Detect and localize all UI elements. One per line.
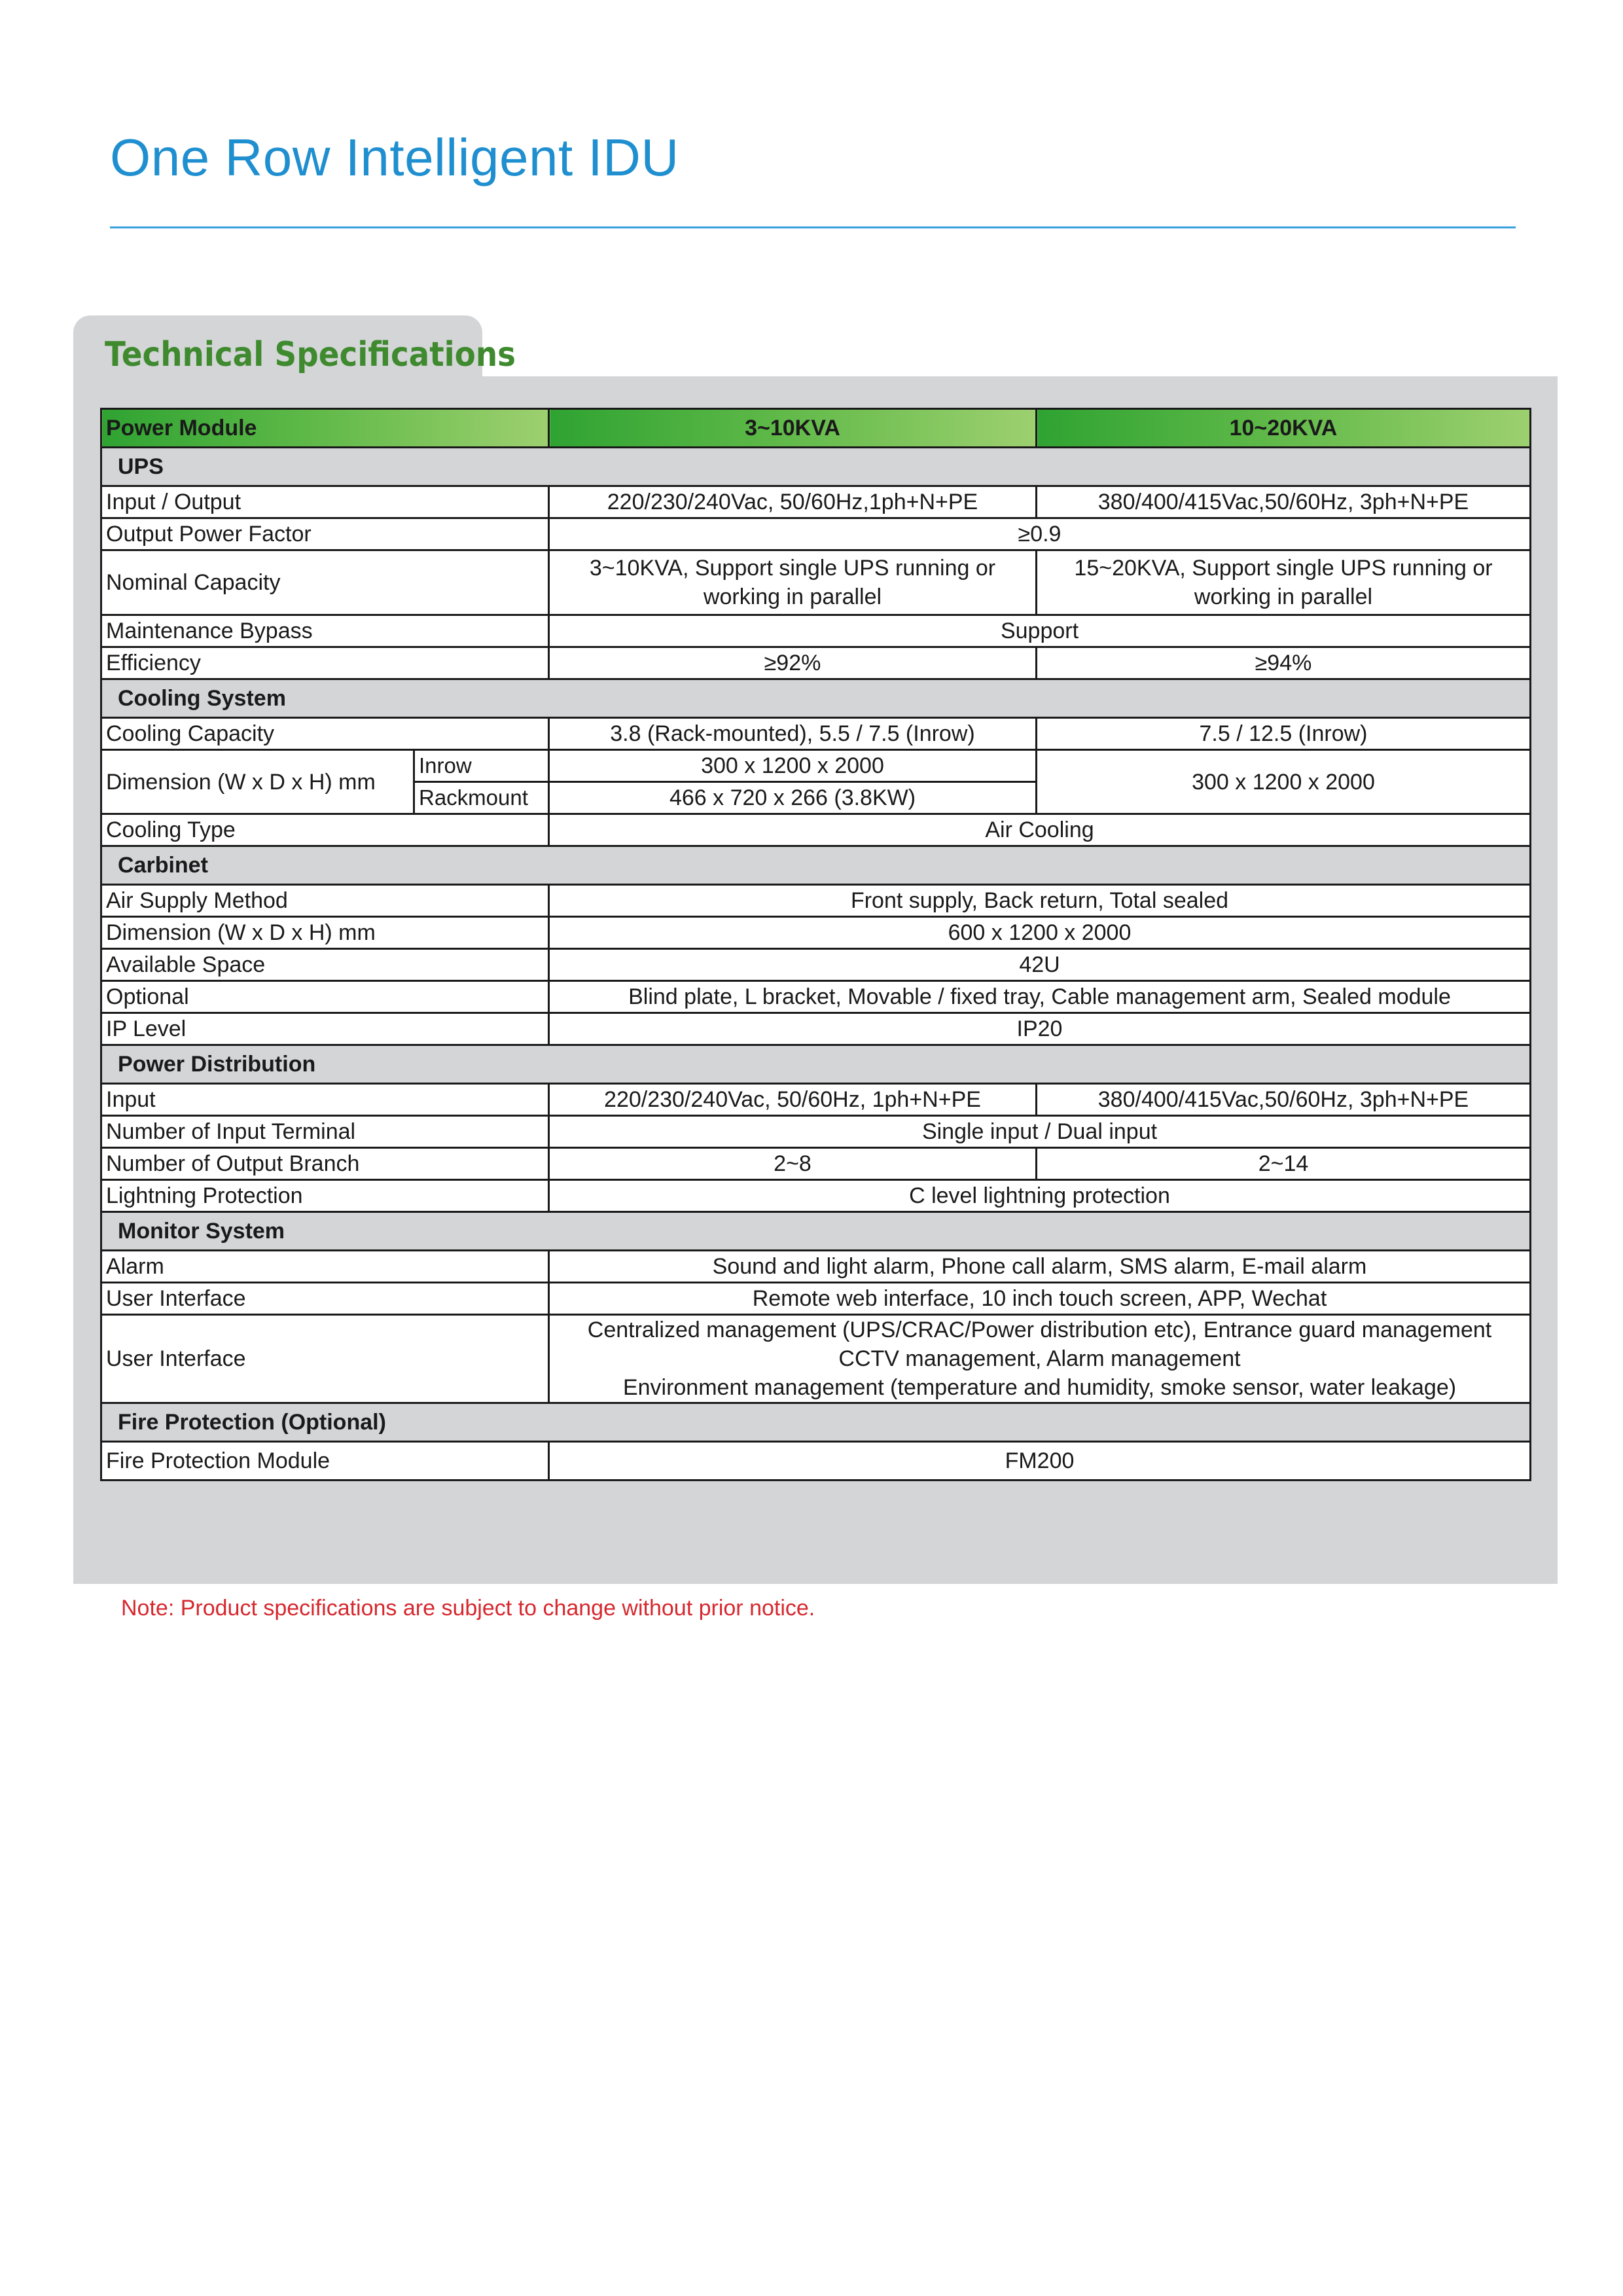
table-row xyxy=(101,647,1531,679)
table-row xyxy=(101,1116,1531,1148)
row-value: ≥0.9 xyxy=(549,518,1531,550)
row-label: IP Level xyxy=(101,1013,549,1045)
table-row xyxy=(101,1084,1531,1116)
row-value xyxy=(549,550,1037,615)
title-divider xyxy=(110,226,1516,228)
row-value: Sound and light alarm, Phone call alarm, SMS alarm, E-mail alarm xyxy=(549,1251,1531,1283)
table-row xyxy=(101,550,1531,615)
table-row xyxy=(101,917,1531,949)
row-label: Dimension (W x D x H) mm xyxy=(101,917,549,949)
row-value: Support xyxy=(549,615,1531,647)
row-value: C level lightning protection xyxy=(549,1180,1531,1212)
disclaimer-note: Note: Product specifications are subject to change without prior notice. xyxy=(121,1596,815,1621)
row-label: Maintenance Bypass xyxy=(101,615,549,647)
row-label: Optional xyxy=(101,981,549,1013)
table-row xyxy=(101,1315,1531,1403)
value-line: CCTV management, Alarm management xyxy=(838,1346,1241,1371)
spec-table xyxy=(100,408,1531,1481)
row-sublabel: Rackmount xyxy=(414,782,549,814)
row-label: Lightning Protection xyxy=(101,1180,549,1212)
table-row xyxy=(101,1013,1531,1045)
row-value: 7.5 / 12.5 (Inrow) xyxy=(1037,718,1531,750)
section-row-ups xyxy=(101,448,1531,486)
section-title: Carbinet xyxy=(101,846,1531,885)
row-value: 380/400/415Vac,50/60Hz, 3ph+N+PE xyxy=(1037,486,1531,518)
table-row xyxy=(101,885,1531,917)
section-row-fire xyxy=(101,1403,1531,1442)
header-3-10kva: 3~10KVA xyxy=(549,409,1037,448)
row-value: 220/230/240Vac, 50/60Hz,1ph+N+PE xyxy=(549,486,1037,518)
row-value: Remote web interface, 10 inch touch screen, APP, Wechat xyxy=(549,1283,1531,1315)
row-value: 380/400/415Vac,50/60Hz, 3ph+N+PE xyxy=(1037,1084,1531,1116)
row-label: Cooling Type xyxy=(101,814,549,846)
table-row xyxy=(101,1442,1531,1480)
row-value: 300 x 1200 x 2000 xyxy=(1037,750,1531,814)
table-row xyxy=(101,1148,1531,1180)
row-value: Blind plate, L bracket, Movable / fixed tray, Cable management arm, Sealed module xyxy=(549,981,1531,1013)
section-row-cooling xyxy=(101,679,1531,718)
row-value: 220/230/240Vac, 50/60Hz, 1ph+N+PE xyxy=(549,1084,1037,1116)
table-row xyxy=(101,615,1531,647)
value-line: Environment management (temperature and humidity, smoke sensor, water leakage) xyxy=(622,1375,1457,1400)
table-row xyxy=(101,718,1531,750)
table-row xyxy=(101,750,1531,782)
row-label: User Interface xyxy=(101,1283,549,1315)
row-value: 3.8 (Rack-mounted), 5.5 / 7.5 (Inrow) xyxy=(549,718,1037,750)
table-row xyxy=(101,949,1531,981)
table-row xyxy=(101,1180,1531,1212)
row-label: Efficiency xyxy=(101,647,549,679)
table-header-row xyxy=(101,409,1531,448)
row-label: Alarm xyxy=(101,1251,549,1283)
section-title: Fire Protection (Optional) xyxy=(101,1403,1531,1442)
row-label: User Interface xyxy=(101,1315,549,1403)
table-row xyxy=(101,981,1531,1013)
table-row xyxy=(101,814,1531,846)
row-label: Input xyxy=(101,1084,549,1116)
section-tab xyxy=(73,315,516,381)
table-row xyxy=(101,1251,1531,1283)
section-title: UPS xyxy=(101,448,1531,486)
row-sublabel: Inrow xyxy=(414,750,549,782)
row-label: Cooling Capacity xyxy=(101,718,549,750)
row-value: 2~14 xyxy=(1037,1148,1531,1180)
table-row xyxy=(101,518,1531,550)
row-value: FM200 xyxy=(549,1442,1531,1480)
row-value: Single input / Dual input xyxy=(549,1116,1531,1148)
table-row xyxy=(101,1283,1531,1315)
row-label: Input / Output xyxy=(101,486,549,518)
row-value: IP20 xyxy=(549,1013,1531,1045)
value-line: working in parallel xyxy=(703,584,882,609)
header-10-20kva: 10~20KVA xyxy=(1037,409,1531,448)
value-line: Centralized management (UPS/CRAC/Power distribution etc), Entrance guard management xyxy=(587,1318,1492,1342)
table-row xyxy=(101,486,1531,518)
row-label: Fire Protection Module xyxy=(101,1442,549,1480)
section-row-cabinet xyxy=(101,846,1531,885)
section-row-monitor xyxy=(101,1212,1531,1251)
value-line: working in parallel xyxy=(1194,584,1373,609)
row-value: 300 x 1200 x 2000 xyxy=(549,750,1037,782)
section-title: Cooling System xyxy=(101,679,1531,718)
row-value: Front supply, Back return, Total sealed xyxy=(549,885,1531,917)
row-value: 466 x 720 x 266 (3.8KW) xyxy=(549,782,1037,814)
row-value: 600 x 1200 x 2000 xyxy=(549,917,1531,949)
section-title: Power Distribution xyxy=(101,1045,1531,1084)
section-title: Monitor System xyxy=(101,1212,1531,1251)
value-line: 3~10KVA, Support single UPS running or xyxy=(589,556,996,581)
row-label: Air Supply Method xyxy=(101,885,549,917)
row-label: Output Power Factor xyxy=(101,518,549,550)
row-value: 42U xyxy=(549,949,1531,981)
row-value xyxy=(549,1315,1531,1403)
row-label: Number of Output Branch xyxy=(101,1148,549,1180)
row-label: Dimension (W x D x H) mm xyxy=(101,750,414,814)
row-value xyxy=(1037,550,1531,615)
section-row-power-distribution xyxy=(101,1045,1531,1084)
row-label: Number of Input Terminal xyxy=(101,1116,549,1148)
row-value: ≥92% xyxy=(549,647,1037,679)
row-label: Available Space xyxy=(101,949,549,981)
row-value: ≥94% xyxy=(1037,647,1531,679)
value-line: 15~20KVA, Support single UPS running or xyxy=(1074,556,1493,581)
page-title: One Row Intelligent IDU xyxy=(110,128,679,187)
header-power-module: Power Module xyxy=(101,409,549,448)
row-value: Air Cooling xyxy=(549,814,1531,846)
row-label: Nominal Capacity xyxy=(101,550,549,615)
section-tab-label: Technical Specifications xyxy=(105,335,516,374)
row-value: 2~8 xyxy=(549,1148,1037,1180)
